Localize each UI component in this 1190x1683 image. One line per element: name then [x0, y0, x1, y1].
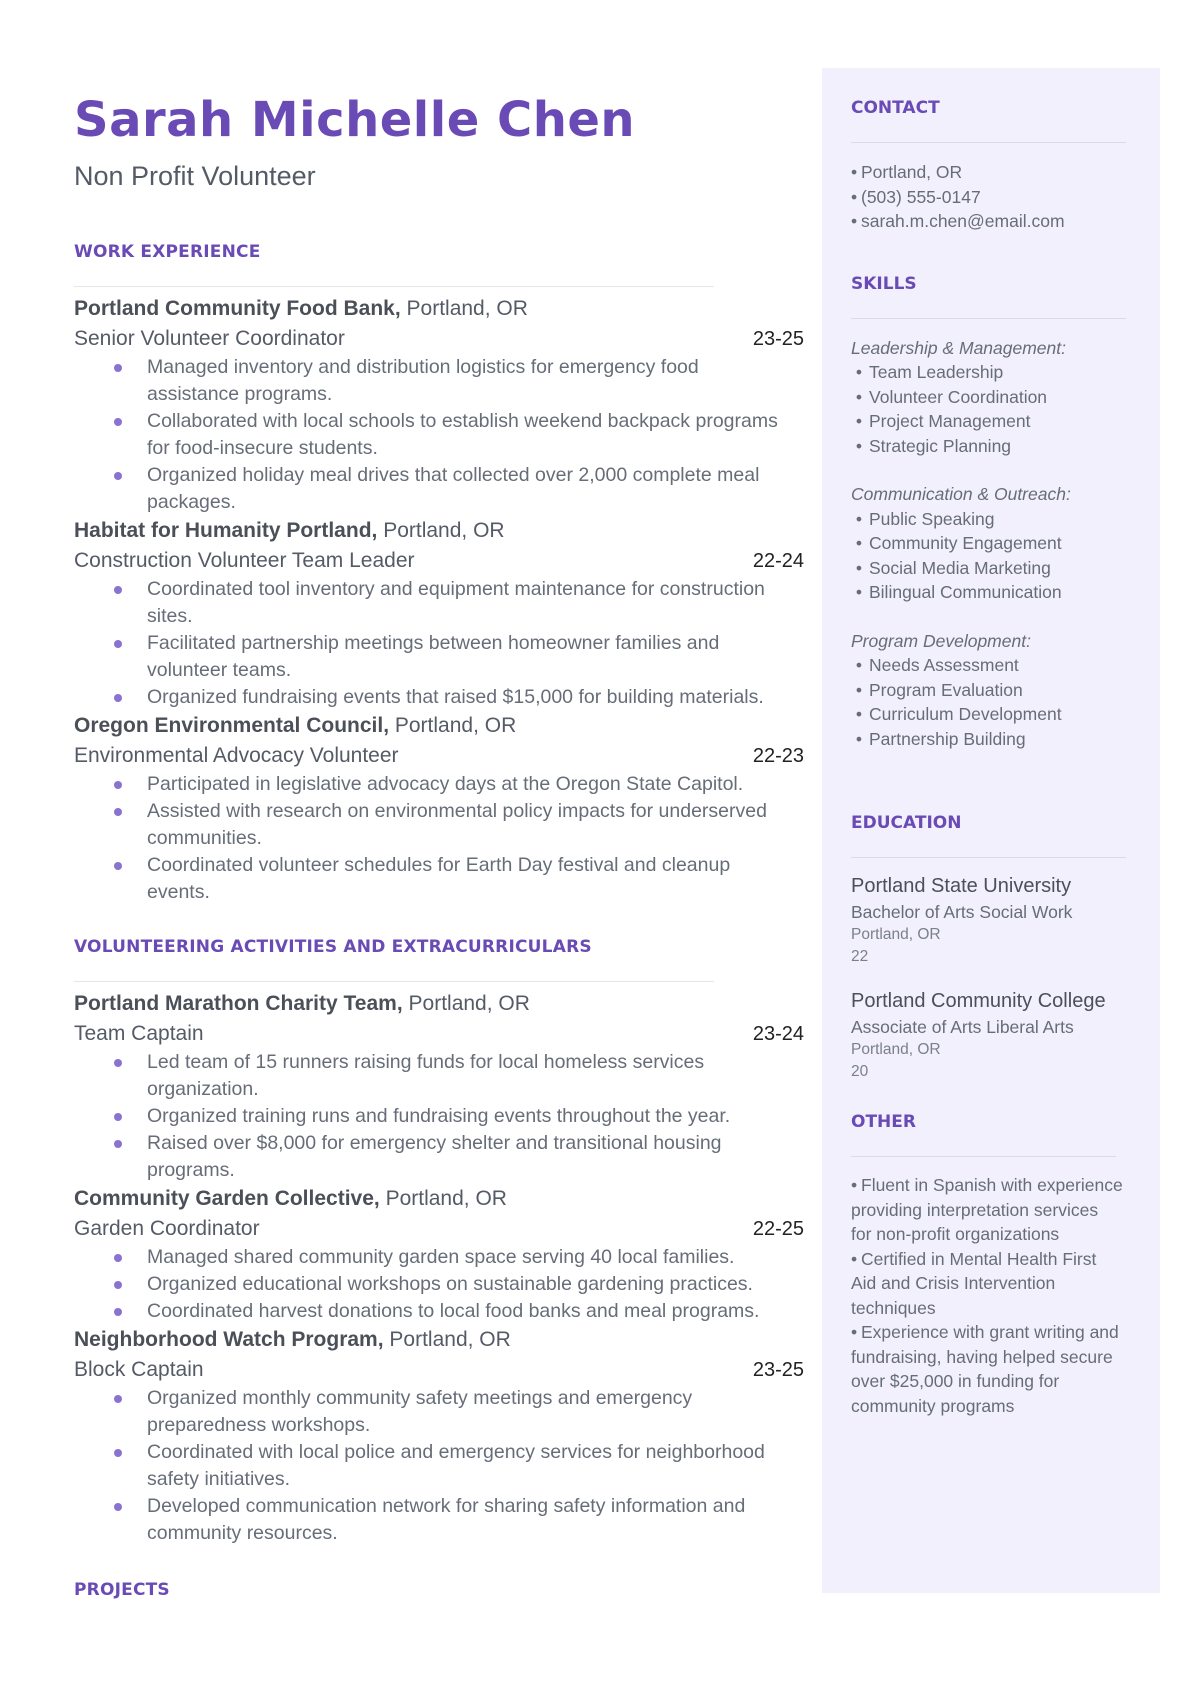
education-title: EDUCATION	[851, 813, 962, 833]
projects-section	[74, 1580, 804, 1600]
job-entry	[74, 516, 804, 711]
school-name: Portland State University	[851, 875, 1072, 897]
bullet-item: Coordinated with local police and emergency services for neighborhood safety initiatives.	[74, 1439, 787, 1493]
job-entry	[74, 711, 804, 906]
job-bullets	[74, 771, 804, 906]
contact-phone[interactable]: (503) 555-0147	[861, 186, 981, 207]
activity-bullets	[74, 1049, 804, 1184]
skill-item: Community Engagement	[869, 533, 1062, 553]
activity-bullets	[74, 1244, 804, 1325]
job-date: 22-23	[752, 745, 804, 767]
job-entry	[74, 294, 804, 516]
job-title: Environmental Advocacy Volunteer	[74, 744, 399, 767]
contact-email[interactable]: sarah.m.chen@email.com	[861, 211, 1065, 231]
skills-title: SKILLS	[851, 273, 917, 294]
section-divider	[74, 286, 714, 287]
organization: Oregon Environmental Council,	[74, 714, 390, 737]
job-bullets	[74, 576, 804, 711]
section-title: VOLUNTEERING ACTIVITIES AND EXTRACURRICULARS	[74, 937, 592, 957]
job-date: 23-25	[752, 328, 804, 350]
other-item: Experience with grant writing and fundraising, having helped secure over $25,000 in funding for community programs	[851, 1322, 1119, 1416]
organization: Portland Marathon Charity Team,	[74, 992, 403, 1015]
contact-location: Portland, OR	[861, 162, 963, 182]
skill-group-name: Communication & Outreach:	[851, 484, 1071, 504]
school-location: Portland, OR	[851, 1041, 941, 1058]
candidate-role: Non Profit Volunteer	[74, 161, 316, 191]
activity-title: Block Captain	[74, 1358, 204, 1381]
activity-location: Portland, OR	[408, 992, 530, 1015]
graduation-year: 22	[851, 947, 869, 965]
bullet-item: Raised over $8,000 for emergency shelter and transitional housing programs.	[74, 1130, 787, 1184]
job-location: Portland, OR	[394, 714, 517, 737]
education-entry	[851, 987, 1126, 1082]
activity-title: Team Captain	[74, 1022, 204, 1045]
organization: Habitat for Humanity Portland,	[74, 519, 378, 542]
bullet-item: Coordinated tool inventory and equipment maintenance for construction sites.	[74, 576, 787, 630]
skill-item: Volunteer Coordination	[869, 386, 1048, 407]
skill-item: Public Speaking	[869, 508, 995, 529]
organization: Portland Community Food Bank,	[74, 297, 401, 320]
skill-group-name: Leadership & Management:	[851, 337, 1066, 358]
other-title: OTHER	[851, 1112, 916, 1132]
bullet-item: Assisted with research on environmental policy impacts for underserved communities.	[74, 798, 787, 852]
skill-item: Curriculum Development	[869, 704, 1062, 724]
candidate-name: Sarah Michelle Chen	[74, 92, 636, 148]
skill-item: Project Management	[869, 411, 1031, 431]
skill-group: Leadership & Management: • Team Leadership • Volunteer Coordination • Project Management • Strategic Planning	[851, 336, 1126, 459]
job-location: Portland, OR	[383, 519, 505, 542]
section-title: WORK EXPERIENCE	[74, 242, 261, 262]
job-bullets	[74, 354, 804, 516]
organization: Neighborhood Watch Program,	[74, 1328, 384, 1351]
sidebar	[822, 68, 1160, 1593]
section-divider	[74, 981, 714, 982]
organization: Community Garden Collective,	[74, 1187, 380, 1210]
skill-item: Strategic Planning	[869, 435, 1012, 456]
activity-title: Garden Coordinator	[74, 1217, 260, 1240]
bullet-item: Coordinated volunteer schedules for Earth Day festival and cleanup events.	[74, 852, 787, 906]
contact-title: CONTACT	[851, 98, 940, 118]
bullet-item: Managed shared community garden space serving 40 local families.	[74, 1244, 787, 1271]
contact-list: • Portland, OR • (503) 555-0147 • sarah.m.chen@email.com	[851, 162, 1065, 231]
skill-item: Social Media Marketing	[869, 557, 1051, 578]
skill-group: Program Development: • Needs Assessment • Program Evaluation • Curriculum Development • Partnership Building	[851, 629, 1126, 752]
school-name: Portland Community College	[851, 990, 1106, 1012]
activity-date: 22-25	[752, 1218, 804, 1240]
section-title: PROJECTS	[74, 1580, 170, 1600]
school-location: Portland, OR	[851, 926, 941, 943]
activity-entry	[74, 1325, 804, 1547]
section-divider	[851, 1156, 1116, 1157]
other-list: • Fluent in Spanish with experience providing interpretation services for non-profit organizations • Certified in Mental Health First Aid and Crisis Intervention techniques • Experience with grant writing and fundraising, having helped secure over $25,000 in funding for community programs	[851, 1175, 1123, 1416]
section-divider	[851, 142, 1126, 143]
bullet-item: Organized educational workshops on sustainable gardening practices.	[74, 1271, 787, 1298]
bullet-item: Organized holiday meal drives that collected over 2,000 complete meal packages.	[74, 462, 787, 516]
volunteering-section	[74, 937, 804, 1547]
bullet-item: Collaborated with local schools to establish weekend backpack programs for food-insecure students.	[74, 408, 787, 462]
activity-location: Portland, OR	[389, 1328, 511, 1351]
bullet-item: Participated in legislative advocacy days at the Oregon State Capitol.	[74, 771, 787, 798]
degree: Associate of Arts Liberal Arts	[851, 1017, 1074, 1037]
skill-item: Team Leadership	[869, 362, 1004, 382]
activity-location: Portland, OR	[385, 1187, 507, 1210]
activity-bullets	[74, 1385, 804, 1547]
other-item: Fluent in Spanish with experience providing interpretation services for non-profit organizations	[851, 1175, 1123, 1244]
work-experience-section	[74, 242, 804, 906]
job-date: 22-24	[752, 550, 804, 572]
skill-group-name: Program Development:	[851, 630, 1031, 651]
activity-entry	[74, 1184, 804, 1325]
bullet-item: Managed inventory and distribution logistics for emergency food assistance programs.	[74, 354, 787, 408]
graduation-year: 20	[851, 1062, 869, 1080]
skill-item: Needs Assessment	[869, 655, 1019, 675]
bullet-item: Led team of 15 runners raising funds for local homeless services organization.	[74, 1049, 787, 1103]
bullet-item: Organized training runs and fundraising events throughout the year.	[74, 1103, 787, 1130]
skill-item: Bilingual Communication	[869, 582, 1062, 602]
bullet-item: Developed communication network for sharing safety information and community resources.	[74, 1493, 787, 1547]
activity-date: 23-25	[752, 1359, 804, 1381]
job-title: Construction Volunteer Team Leader	[74, 549, 415, 572]
skill-group: Communication & Outreach: • Public Speaking • Community Engagement • Social Media Marketing • Bilingual Communication	[851, 482, 1126, 605]
bullet-item: Organized monthly community safety meetings and emergency preparedness workshops.	[74, 1385, 787, 1439]
activity-entry	[74, 989, 804, 1184]
job-location: Portland, OR	[406, 297, 528, 320]
main-column	[74, 92, 804, 1600]
skill-item: Partnership Building	[869, 728, 1026, 749]
skill-item: Program Evaluation	[869, 679, 1023, 700]
bullet-item: Facilitated partnership meetings between homeowner families and volunteer teams.	[74, 630, 787, 684]
degree: Bachelor of Arts Social Work	[851, 902, 1073, 922]
bullet-item: Coordinated harvest donations to local food banks and meal programs.	[74, 1298, 787, 1325]
bullet-item: Organized fundraising events that raised $15,000 for building materials.	[74, 684, 787, 711]
section-divider	[851, 857, 1126, 858]
activity-date: 23-24	[752, 1023, 804, 1045]
education-entry	[851, 872, 1126, 967]
other-item: Certified in Mental Health First Aid and Crisis Intervention techniques	[851, 1248, 1097, 1318]
job-title: Senior Volunteer Coordinator	[74, 327, 345, 350]
section-divider	[851, 318, 1126, 319]
